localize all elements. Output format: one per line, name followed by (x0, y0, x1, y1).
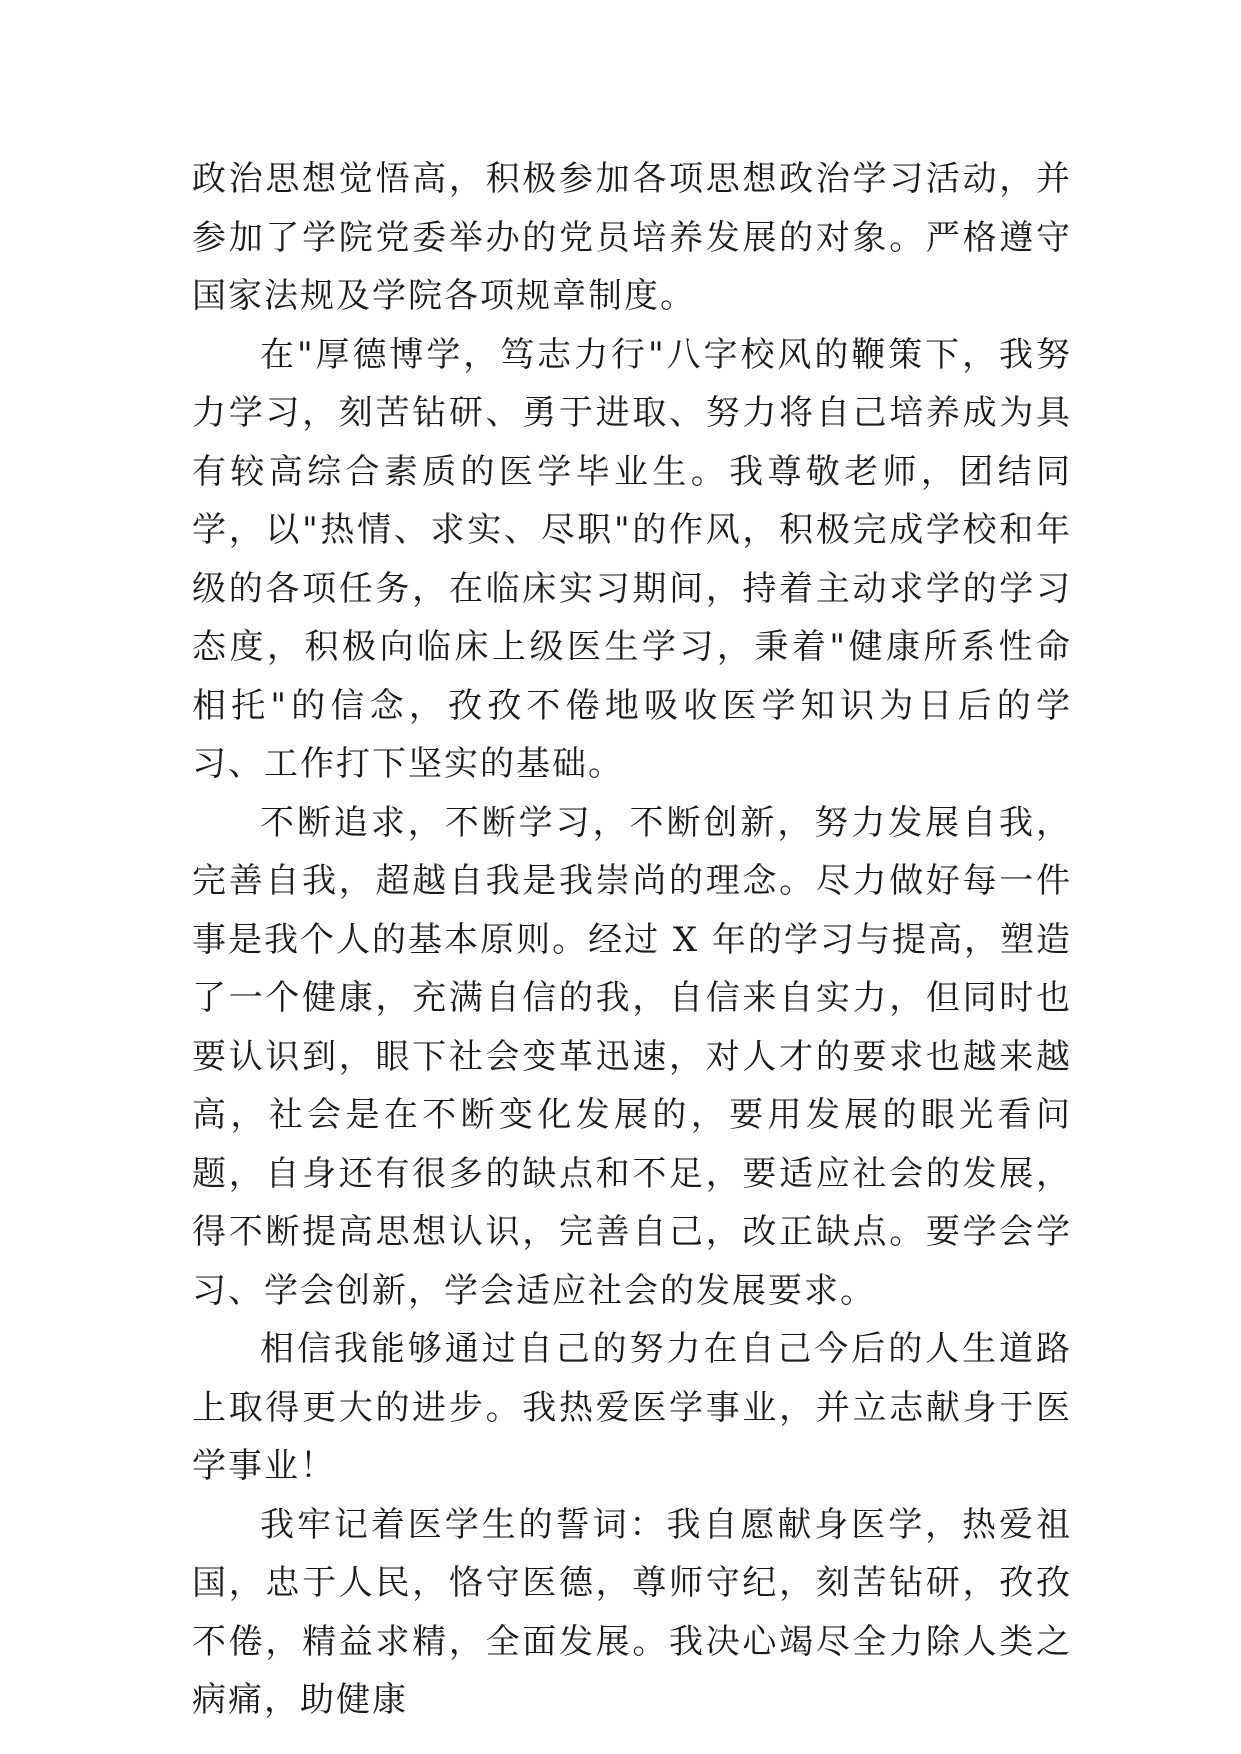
body-text (192, 150, 1072, 1730)
paragraph-3: 不断追求，不断学习，不断创新，努力发展自我，完善自我，超越自我是我崇尚的理念。尽力做好每一件事是我个人的基本原则。经过 X 年的学习与提高，塑造了一个健康，充满自信的我，自信来自实力，但同时也要认识到，眼下社会变革迅速，对人才的要求也越来越高，社会是在不断变化发展的，要用发展的眼光看问题，自身还有很多的缺点和不足，要适应社会的发展，得不断提高思想认识，完善自己，改正缺点。要学会学习、学会创新，学会适应社会的发展要求。 (192, 802, 1072, 1311)
paragraph-2: 在"厚德博学，笃志力行"八字校风的鞭策下，我努力学习，刻苦钻研、勇于进取、努力将自己培养成为具有较高综合素质的医学毕业生。我尊敬老师，团结同学，以"热情、求实、尽职"的作风，积极完成学校和年级的各项任务，在临床实习期间，持着主动求学的学习态度，积极向临床上级医生学习，秉着"健康所系性命相托"的信念，孜孜不倦地吸收医学知识为日后的学习、工作打下坚实的基础。 (192, 334, 1072, 784)
paragraph-4: 相信我能够通过自己的努力在自己今后的人生道路上取得更大的进步。我热爱医学事业，并立志献身于医学事业！ (192, 1329, 1072, 1486)
paragraph-5: 我牢记着医学生的誓词：我自愿献身医学，热爱祖国，忠于人民，恪守医德，尊师守纪，刻苦钻研，孜孜不倦，精益求精，全面发展。我决心竭尽全力除人类之病痛，助健康 (192, 1504, 1072, 1720)
paragraph-1: 政治思想觉悟高，积极参加各项思想政治学习活动，并参加了学院党委举办的党员培养发展的对象。严格遵守国家法规及学院各项规章制度。 (192, 159, 1072, 316)
